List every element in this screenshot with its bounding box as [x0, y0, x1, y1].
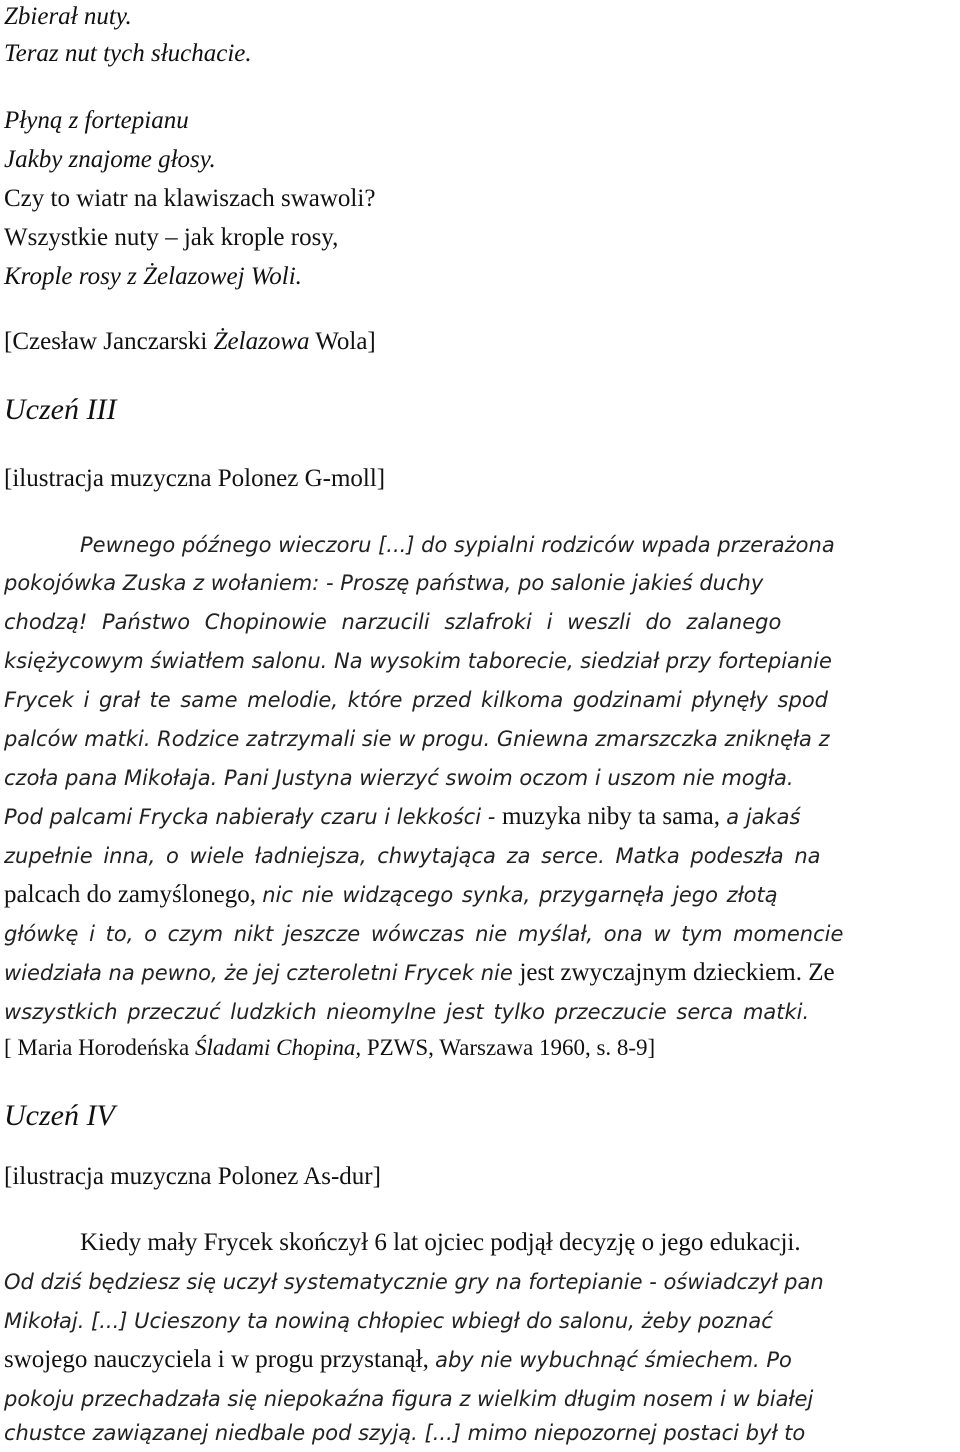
poem-line: Płyną z fortepianu: [4, 107, 189, 134]
text-italic: Pod palcami Frycka nabierały czaru i lekkości -: [4, 805, 502, 829]
citation-title: Śladami Chopina,: [194, 1035, 362, 1060]
paragraph-line: Mikołaj. [...] Uciesz​ony ta nowiną chłopiec wbiegł do salonu, żeby poznać: [4, 1309, 773, 1333]
paragraph-line: [4, 956, 835, 990]
source-title: Żelazowa: [213, 328, 310, 355]
paragraph-line: palców matki. Rodzice zatrzymali sie w progu. Gniewna zmarszczka zniknęła z: [4, 727, 830, 751]
paragraph-line: [4, 800, 800, 834]
poem-line: Jakby znajome głosy.: [4, 146, 216, 173]
text: pokojówka Zuska z wołaniem: - Proszę państwa, po salonie jakieś duchy: [4, 571, 764, 595]
text-roman: jest zwyczajnym dzieckiem. Ze: [519, 959, 835, 986]
poem-line: Zbierał nuty.: [4, 3, 132, 30]
citation-author: [ Maria Horodeńska: [4, 1035, 195, 1060]
source-rest: Wola]: [309, 328, 376, 355]
text-italic: nic nie widzącego synka, przygarnęła jego złotą: [262, 883, 778, 907]
text-italic: a jakaś: [726, 805, 801, 829]
source-author: [Czesław Janczarski: [4, 328, 214, 355]
poem-line: Wszystkie nuty – jak krople rosy,: [4, 224, 339, 251]
paragraph-line: księżycowym światłem salonu. Na wysokim taborecie, siedział przy fortepianie: [4, 649, 832, 673]
paragraph-line: Frycek i grał te same melodie, które przed kilkoma godzinami płynęły spod: [4, 688, 829, 712]
poem-source: [4, 325, 376, 359]
section-heading: Uczeń III: [4, 393, 117, 426]
text-roman: swojego nauczyciela i w progu przystanął,: [4, 1346, 436, 1373]
illustration-note: [ilustracja muzyczna Polonez G-moll]: [4, 465, 386, 492]
paragraph-line: [4, 839, 821, 873]
text-italic: Frycek nie: [404, 961, 520, 985]
paragraph-line: Od dziś będziesz się uczył systematycznie gry na fortepianie - oświadczył pan: [4, 1270, 824, 1294]
section-heading: Uczeń IV: [4, 1099, 115, 1132]
paragraph-line: [4, 566, 952, 600]
illustration-note: [ilustracja muzyczna Polonez As-dur]: [4, 1163, 381, 1190]
paragraph-line: Kiedy mały Frycek skończył 6 lat ojciec podjął decyzję o jego edukacji.: [80, 1229, 801, 1256]
paragraph-line: czoła pana Mikołaja. Pani Justyna wierzyć swoim oczom i uszom nie mogła.: [4, 766, 794, 790]
text-italic: aby nie wybuchnąć śmiechem. Po: [435, 1348, 792, 1372]
paragraph-line: pokoju przechadzała się niepokaźna figura z wielkim długim nosem i w białej: [4, 1387, 814, 1411]
paragraph-line: [4, 1343, 792, 1377]
paragraph-line: [4, 878, 778, 912]
poem-line: Krople rosy z Żelazowej Woli.: [4, 263, 302, 290]
paragraph-line: główkę i to, o czym nikt jeszcze wówczas nie myślał, ona w tym momencie: [4, 922, 844, 946]
text-roman: palcach do zamyślonego,: [4, 881, 263, 908]
poem-line: Teraz nut tych słuchacie.: [4, 40, 252, 67]
paragraph-line: chustce zawiązanej niedbale pod szyją. [...] mimo niepozornej postaci był to: [4, 1421, 806, 1445]
citation-rest: PZWS, Warszawa 1960, s. 8-9]: [361, 1035, 656, 1060]
paragraph-line: chodzą! Państwo Chopinowie narzucili szlafroki i weszli do zalanego: [4, 610, 782, 634]
text-italic: zupełnie inna, o wiele ładniejsza, chwytająca za serce.: [4, 844, 616, 868]
poem-line: Czy to wiatr na klawiszach swawoli?: [4, 185, 376, 212]
paragraph-line: Pewnego późnego wieczoru [...] do sypialni rodziców wpada przerażona: [80, 533, 835, 557]
paragraph-line: wszystkich przeczuć ludzkich nieomylne jest tylko przeczucie serca matki.: [4, 1000, 810, 1024]
text-italic: Matka podeszła na: [615, 844, 821, 868]
text-roman: muzyka niby ta sama,: [501, 803, 727, 830]
text-italic: wiedziała na pewno, że jej czteroletni: [4, 961, 405, 985]
citation: [4, 1031, 655, 1065]
